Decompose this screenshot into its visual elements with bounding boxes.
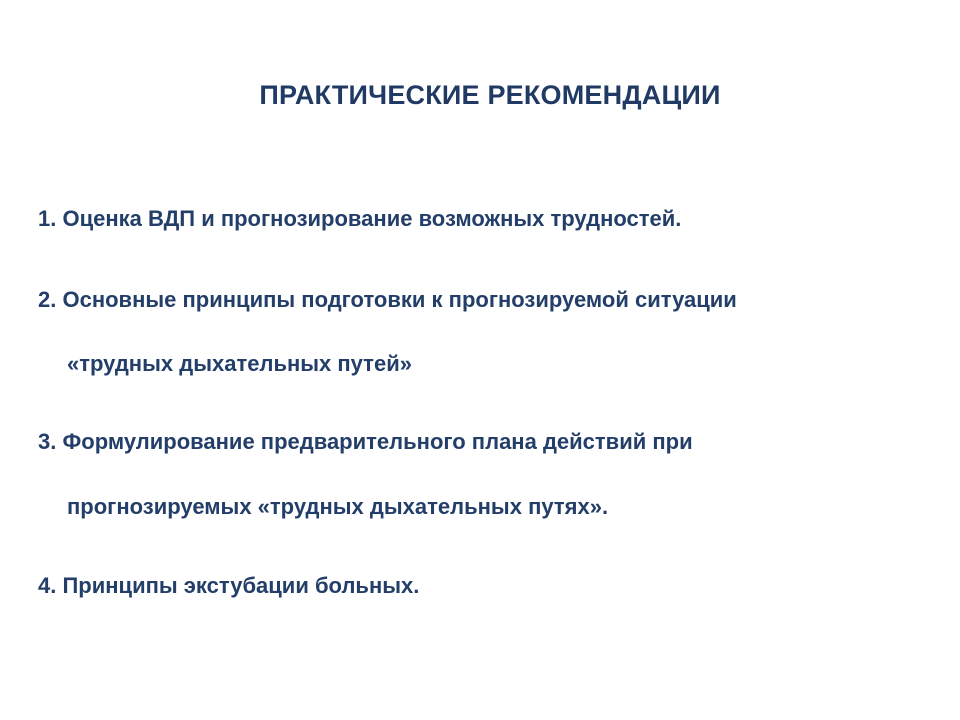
- list-item-2-continuation: «трудных дыхательных путей»: [67, 351, 412, 376]
- list-item-3: [38, 429, 928, 455]
- list-item-3-continuation: прогнозируемых «трудных дыхательных путях».: [67, 494, 609, 519]
- item-text: Принципы экстубации больных.: [62, 573, 420, 598]
- item-text: Формулирование предварительного плана действий при: [62, 429, 693, 454]
- slide-title: ПРАКТИЧЕСКИЕ РЕКОМЕНДАЦИИ: [259, 80, 721, 110]
- item-number: 2.: [38, 287, 57, 312]
- list-item-1: [38, 206, 928, 232]
- item-number: 4.: [38, 573, 57, 598]
- list-item-2: [38, 287, 928, 313]
- item-text: Оценка ВДП и прогнозирование возможных трудностей.: [62, 206, 682, 231]
- item-number: 1.: [38, 206, 57, 231]
- item-text: Основные принципы подготовки к прогнозируемой ситуации: [62, 287, 737, 312]
- list-item-4: [38, 573, 928, 599]
- item-number: 3.: [38, 429, 57, 454]
